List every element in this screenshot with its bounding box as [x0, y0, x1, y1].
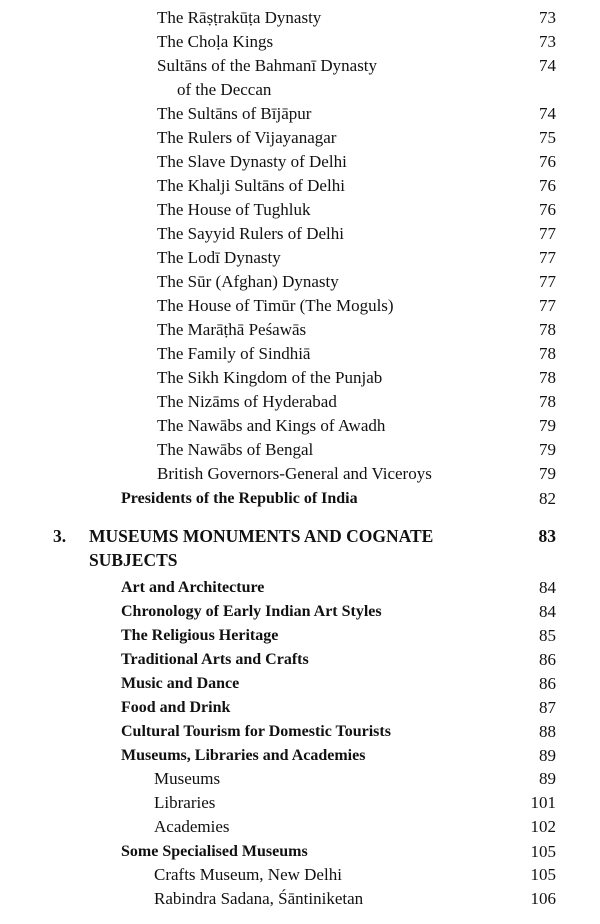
chapter-title-line2: SUBJECTS [89, 550, 178, 570]
toc-entry-page: 79 [539, 464, 556, 483]
toc-entry-page: 76 [539, 176, 556, 195]
toc-entry-label: The Sūr (Afghan) Dynasty [157, 272, 339, 291]
toc-entry-page: 73 [539, 32, 556, 51]
toc-entry-label: Rabindra Sadana, Śāntiniketan [154, 889, 364, 908]
toc-entry-label: The Family of Sindhiā [157, 344, 311, 363]
toc-entry-page: 106 [530, 889, 556, 908]
toc-entry-label: The Nawābs and Kings of Awadh [157, 416, 386, 435]
toc-entry-label: Libraries [154, 793, 216, 812]
toc-entry-label: Museums, Libraries and Academies [121, 747, 366, 764]
toc-entry-label: The Choḷa Kings [157, 32, 274, 51]
toc-entry-page: 79 [539, 416, 556, 435]
toc-entry-label: The Rāṣṭrakūṭa Dynasty [157, 8, 322, 27]
toc-entry-page: 78 [539, 392, 556, 411]
toc-entry-page: 77 [539, 224, 556, 243]
toc-entry-page: 73 [539, 8, 556, 27]
toc-entry-page: 77 [539, 296, 556, 315]
toc-entry-label: Food and Drink [121, 699, 231, 716]
toc-entry-page: 88 [539, 722, 556, 741]
toc-entry-label: The Marāṭhā Peśawās [157, 320, 307, 339]
toc-entry-page: 86 [539, 650, 556, 669]
toc-entry-label: Some Specialised Museums [121, 843, 308, 860]
toc-entry-label: The Rulers of Vijayanagar [157, 128, 337, 147]
toc-entry-page: 78 [539, 368, 556, 387]
toc-entry-page: 78 [539, 320, 556, 339]
toc-entry-label: The Khalji Sultāns of Delhi [157, 176, 345, 195]
toc-entry-label: The House of Tughluk [157, 200, 311, 219]
toc-entry-page: 102 [530, 817, 556, 836]
toc-entry-page: 76 [539, 152, 556, 171]
toc-entry-label: Museums [154, 769, 221, 788]
toc-entry-page: 86 [539, 674, 556, 693]
toc-entry-label: The Slave Dynasty of Delhi [157, 152, 347, 171]
toc-entry-label: Art and Architecture [121, 579, 265, 596]
toc-entry-label: The Nawābs of Bengal [157, 440, 314, 459]
toc-entry-page: 82 [539, 489, 556, 508]
toc-entry-page: 84 [539, 602, 556, 621]
chapter-page: 83 [538, 526, 556, 546]
toc-entry-label-continuation: of the Deccan [177, 80, 272, 99]
toc-entry-label: The House of Timūr (The Moguls) [157, 296, 394, 315]
toc-entry-page: 87 [539, 698, 556, 717]
toc-entry-page: 76 [539, 200, 556, 219]
toc-entry-label: The Sultāns of Bījāpur [157, 104, 312, 123]
toc-entry-label: The Sayyid Rulers of Delhi [157, 224, 344, 243]
toc-entry-label: The Sikh Kingdom of the Punjab [157, 368, 383, 387]
toc-entry-label: Music and Dance [121, 675, 240, 692]
toc-entry-page: 105 [530, 842, 556, 861]
toc-entry-page: 74 [539, 56, 556, 75]
toc-entry-label: The Nizāms of Hyderabad [157, 392, 337, 411]
toc-entry-label: The Religious Heritage [121, 627, 279, 644]
toc-entry-page: 79 [539, 440, 556, 459]
toc-entry-label: The Lodī Dynasty [157, 248, 281, 267]
toc-entry-page: 101 [530, 793, 556, 812]
toc-entry-page: 89 [539, 746, 556, 765]
chapter-title-line1: MUSEUMS MONUMENTS AND COGNATE [89, 526, 434, 546]
toc-entry-label: Traditional Arts and Crafts [121, 651, 309, 668]
toc-entry-page: 89 [539, 769, 556, 788]
toc-entry-page: 75 [539, 128, 556, 147]
toc-entry-label: Chronology of Early Indian Art Styles [121, 603, 382, 620]
toc-entry-label: Crafts Museum, New Delhi [154, 865, 342, 884]
toc-entry-label: Cultural Tourism for Domestic Tourists [121, 723, 391, 740]
chapter-number: 3. [53, 526, 67, 546]
toc-entry-page: 84 [539, 578, 556, 597]
toc-entry-page: 77 [539, 272, 556, 291]
toc-entry-label: Academies [154, 817, 230, 836]
toc-entry-page: 74 [539, 104, 556, 123]
toc-entry-label: Sultāns of the Bahmanī Dynasty [157, 56, 378, 75]
toc-entry-page: 85 [539, 626, 556, 645]
toc-entry-label: Presidents of the Republic of India [121, 490, 358, 507]
toc-entry-label: British Governors-General and Viceroys [157, 464, 432, 483]
toc-entry-page: 78 [539, 344, 556, 363]
toc-entry-page: 105 [530, 865, 556, 884]
toc-entry-page: 77 [539, 248, 556, 267]
